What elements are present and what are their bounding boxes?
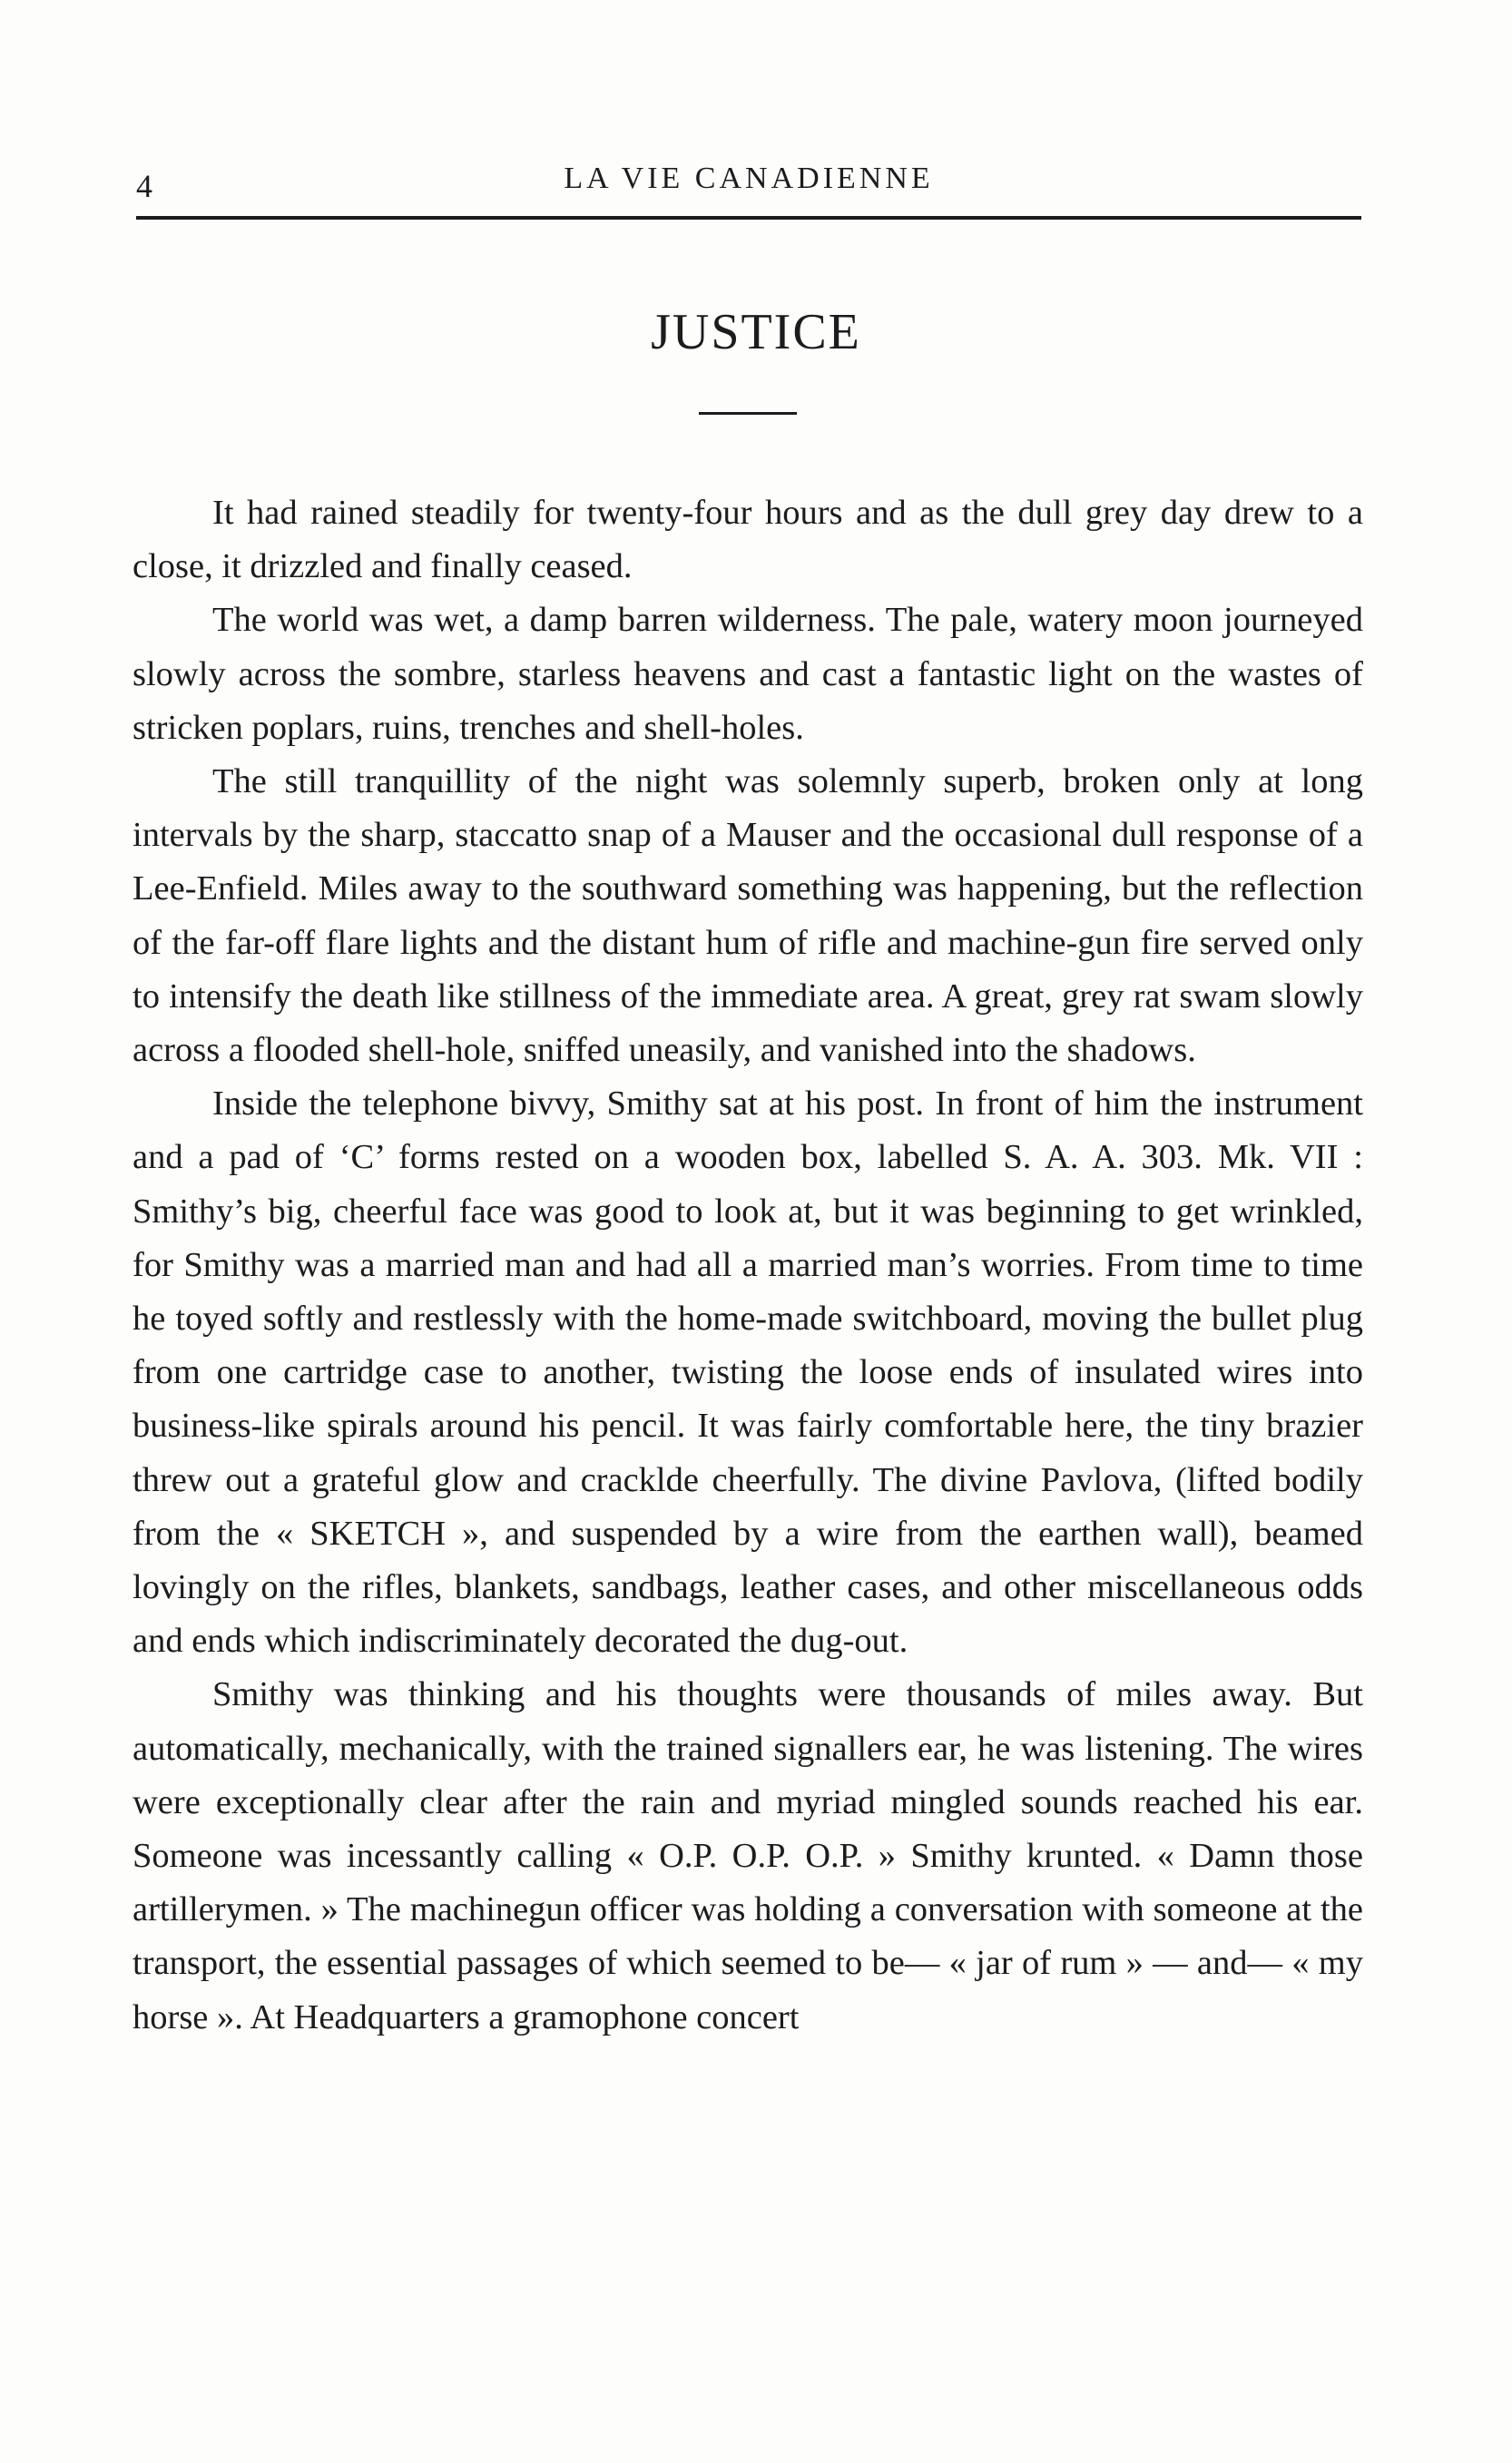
story-title: JUSTICE: [651, 304, 861, 360]
journal-title: LA VIE CANADIENNE: [564, 162, 934, 195]
running-head: [136, 152, 1361, 207]
page-number: 4: [136, 168, 153, 204]
paragraph: The still tranquillity of the night was solemnly superb, broken only at long intervals by the sharp, staccatto snap of a Mauser and the occasional dull response of a Lee-Enfield. Miles away to the southward something was happening, but the reflection of the far-off flare lights and the distant hum of rifle and machine-gun fire served only to intensify the death like stillness of the immediate area. A great, grey rat swam slowly across a flooded shell-hole, sniffed uneasily, and vanished into the shadows.: [133, 762, 1363, 1070]
paragraph: Smithy was thinking and his thoughts were thousands of miles away. But automatically, mechanically, with the trained signallers ear, he was listening. The wires were exceptionally clear after the rain and myriad mingled sounds reached his ear. Someone was incessantly calling « O.P. O.P. O.P. » Smithy krunted. « Damn those artillerymen. » The machinegun officer was holding a conversation with someone at the transport, the essential passages of which seemed to be— « jar of rum » — and— « my horse ». At Headquarters a gramophone concert: [133, 1675, 1363, 2036]
paragraph: It had rained steadily for twenty-four hours and as the dull grey day drew to a close, it drizzled and finally ceased.: [133, 494, 1363, 586]
article-body: [133, 486, 1363, 2045]
title-rule: [699, 412, 797, 415]
header-rule: [136, 216, 1361, 220]
paragraph: Inside the telephone bivvy, Smithy sat at his post. In front of him the instrument and a pad of ‘C’ forms rested on a wooden box, labelled S. A. A. 303. Mk. VII : Smithy’s big, cheerful face was good to look at, but it was beginning to get wrinkled, for Smithy was a married man and had all a married man’s worries. From time to time he toyed softly and restlessly with the home-made switchboard, moving the bullet plug from one cartridge case to another, twisting the loose ends of insulated wires into business-like spirals around his pencil. It was fairly comfortable here, the tiny brazier threw out a grateful glow and cracklde cheerfully. The divine Pavlova, (lifted bodily from the « SKETCH », and suspended by a wire from the earthen wall), beamed lovingly on the rifles, blankets, sandbags, leather cases, and other miscellaneous odds and ends which indiscriminately decorated the dug-out.: [133, 1084, 1363, 1661]
paragraph: The world was wet, a damp barren wilderness. The pale, watery moon journeyed slowly across the sombre, starless heavens and cast a fantastic light on the wastes of stricken poplars, ruins, trenches and shell-holes.: [133, 601, 1363, 747]
